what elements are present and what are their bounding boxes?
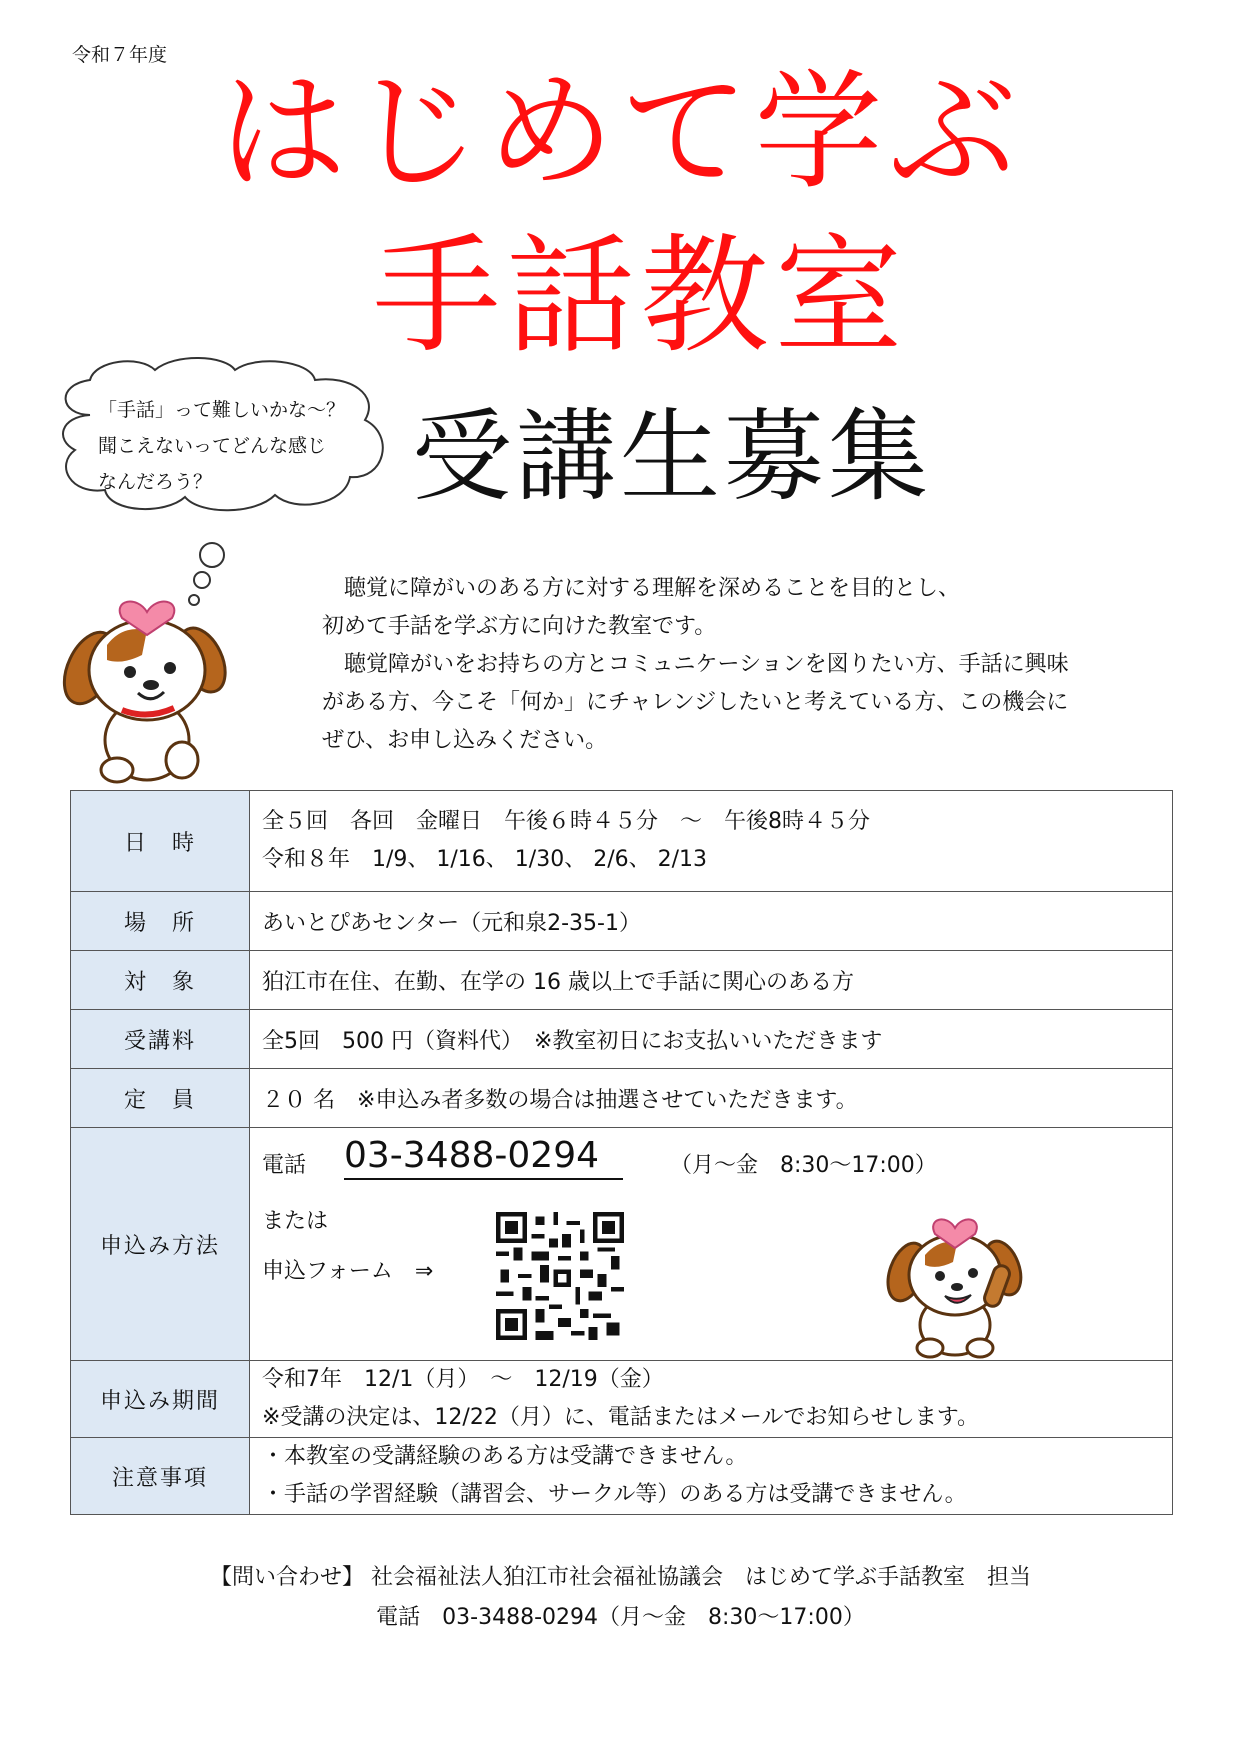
info-table <box>70 790 1173 1515</box>
row-value: 全5回 500 円（資料代） ※教室初日にお支払いいただきます <box>250 1010 1173 1069</box>
note-line: ・本教室の受講経験のある方は受講できません。 <box>262 1444 748 1469</box>
or-label: または <box>262 1209 329 1234</box>
table-row <box>71 1438 1173 1515</box>
qr-code-icon[interactable] <box>496 1212 624 1340</box>
row-value <box>250 1361 1173 1438</box>
table-row <box>71 951 1173 1010</box>
intro-line: がある方、今こそ「何か」にチャレンジしたいと考えている方、この機会に <box>322 690 1069 715</box>
period-note: ※受講の決定は、12/22（月）に、電話またはメールでお知らせします。 <box>262 1405 979 1430</box>
puppy-with-heart-icon <box>52 590 227 785</box>
row-label: 場 所 <box>71 892 250 951</box>
datetime-line: 全５回 各回 金曜日 午後６時４５分 ～ 午後8時４５分 <box>262 809 870 834</box>
intro-text <box>322 570 1142 760</box>
form-label: 申込フォーム ⇒ <box>262 1259 434 1284</box>
intro-line: 初めて手話を学ぶ方に向けた教室です。 <box>322 614 717 639</box>
title-line1: はじめて学ぶ <box>218 58 1023 207</box>
row-value: あいとぴあセンター（元和泉2-35-1） <box>250 892 1173 951</box>
apply-methods <box>262 1128 1172 1360</box>
row-label: 受講料 <box>71 1010 250 1069</box>
row-label: 申込み期間 <box>71 1361 250 1438</box>
intro-line: ぜひ、お申し込みください。 <box>322 728 608 753</box>
row-value: ２０ 名 ※申込み者多数の場合は抽選させていただきます。 <box>250 1069 1173 1128</box>
row-label: 定 員 <box>71 1069 250 1128</box>
table-row <box>71 1010 1173 1069</box>
contact-line: 【問い合わせ】 社会福祉法人狛江市社会福祉協議会 はじめて学ぶ手話教室 担当 <box>210 1565 1031 1590</box>
row-value <box>250 791 1173 892</box>
period-line: 令和7年 12/1（月） ～ 12/19（金） <box>262 1367 664 1392</box>
bubble-line: 「手話」って難しいかな～？ <box>98 399 346 421</box>
row-value <box>250 1438 1173 1515</box>
table-row <box>71 1361 1173 1438</box>
row-label: 対 象 <box>71 951 250 1010</box>
fiscal-year: 令和７年度 <box>72 44 168 66</box>
tel-hours: （月～金 8:30～17:00） <box>670 1153 937 1178</box>
title-line2: 手話教室 <box>372 222 909 371</box>
table-row <box>71 791 1173 892</box>
bubble-line: 聞こえないってどんな感じ <box>98 435 327 457</box>
bubble-text <box>98 392 345 500</box>
intro-line: 聴覚障がいをお持ちの方とコミュニケーションを図りたい方、手話に興味 <box>322 652 1069 677</box>
contact-phone: 電話 03-3488-0294（月～金 8:30～17:00） <box>376 1605 865 1630</box>
table-row <box>71 892 1173 951</box>
row-label: 日 時 <box>71 791 250 892</box>
row-label: 注意事項 <box>71 1438 250 1515</box>
intro-line: 聴覚に障がいのある方に対する理解を深めることを目的とし、 <box>322 576 961 601</box>
tel-label: 電話 <box>262 1153 307 1178</box>
table-row <box>71 1069 1173 1128</box>
note-line: ・手話の学習経験（講習会、サークル等）のある方は受講できません。 <box>262 1482 967 1507</box>
puppy-phone-icon <box>885 1210 1035 1360</box>
row-label: 申込み方法 <box>71 1128 250 1361</box>
subtitle: 受講生募集 <box>412 398 932 515</box>
row-value: 狛江市在住、在勤、在学の 16 歳以上で手話に関心のある方 <box>250 951 1173 1010</box>
bubble-line: なんだろう？ <box>98 471 213 493</box>
dates-line: 令和８年 1/9、 1/16、 1/30、 2/6、 2/13 <box>262 847 707 872</box>
tel-number-link[interactable]: 03-3488-0294 <box>344 1134 623 1180</box>
